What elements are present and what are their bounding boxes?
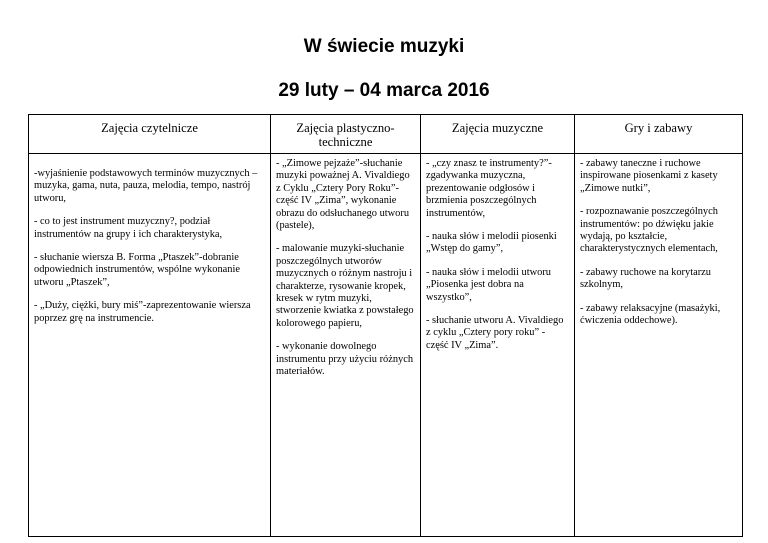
list-item: - wykonanie dowolnego instrumentu przy użyciu różnych materiałów. — [276, 341, 414, 378]
list-item: - słuchanie wiersza B. Forma „Ptaszek”-dobranie odpowiednich instrumentów, wspólne wykonanie utworu „Ptaszek”, — [34, 252, 240, 288]
activities-table — [28, 114, 743, 537]
list-item: - co to jest instrument muzyczny?, podział instrumentów na grupy i ich charakterystyka, — [34, 216, 223, 240]
content-row — [29, 154, 743, 537]
list-item: - rozpoznawanie poszczególnych instrumentów: po dźwięku jakie wydają, po kształcie, charakterystycznych elementach, — [580, 206, 718, 255]
list-item: - malowanie muzyki-słuchanie poszczególnych utworów muzycznych o różnym nastroju i charakterze, rysowanie kropek, kresek w rytm muzyki, stworzenie kwiatka z powstałego kolorowego papieru, — [276, 243, 414, 329]
header-reading: Zajęcia czytelnicze — [29, 115, 271, 154]
list-item: - nauka słów i melodii piosenki „Wstęp do gamy”, — [426, 231, 557, 255]
games-cell — [575, 154, 743, 537]
list-item: - „czy znasz te instrumenty?”- zgadywanka muzyczna, prezentowanie odgłosów i brzmienia poszczególnych instrumentów, — [426, 158, 552, 219]
list-item: - zabawy taneczne i ruchowe inspirowane piosenkami z kasety „Zimowe nutki”, — [580, 158, 718, 194]
list-item: - „Duży, ciężki, bury miś”-zaprezentowanie wiersza poprzez grę na instrumencie. — [34, 300, 251, 324]
art-cell — [271, 154, 421, 537]
list-item: -wyjaśnienie podstawowych terminów muzycznych – muzyka, gama, nuta, pauza, melodia, tempo, nastrój utworu, — [34, 168, 258, 204]
list-item: - nauka słów i melodii utworu „Piosenka jest dobra na wszystko”, — [426, 266, 551, 303]
date-range: 29 luty – 04 marca 2016 — [278, 80, 490, 101]
list-item: - słuchanie utworu A. Vivaldiego z cyklu „Cztery pory roku” - część IV „Zima”. — [426, 315, 564, 351]
page-title: W świecie muzyki — [303, 36, 465, 57]
list-item: - zabawy ruchowe na korytarzu szkolnym, — [580, 266, 711, 291]
header-games: Gry i zabawy — [575, 115, 743, 154]
reading-cell — [29, 154, 271, 537]
music-cell — [421, 154, 575, 537]
header-art: Zajęcia plastyczno-techniczne — [271, 115, 421, 154]
header-row — [29, 115, 743, 154]
list-item: - zabawy relaksacyjne (masażyki, ćwiczenia oddechowe). — [580, 302, 721, 327]
list-item: - „Zimowe pejzaże”-słuchanie muzyki poważnej A. Vivaldiego z Cyklu „Cztery Pory Roku”-część IV „Zima”, wykonanie obrazu do odsłuchanego utworu (pastele), — [276, 158, 410, 232]
header-music: Zajęcia muzyczne — [421, 115, 575, 154]
